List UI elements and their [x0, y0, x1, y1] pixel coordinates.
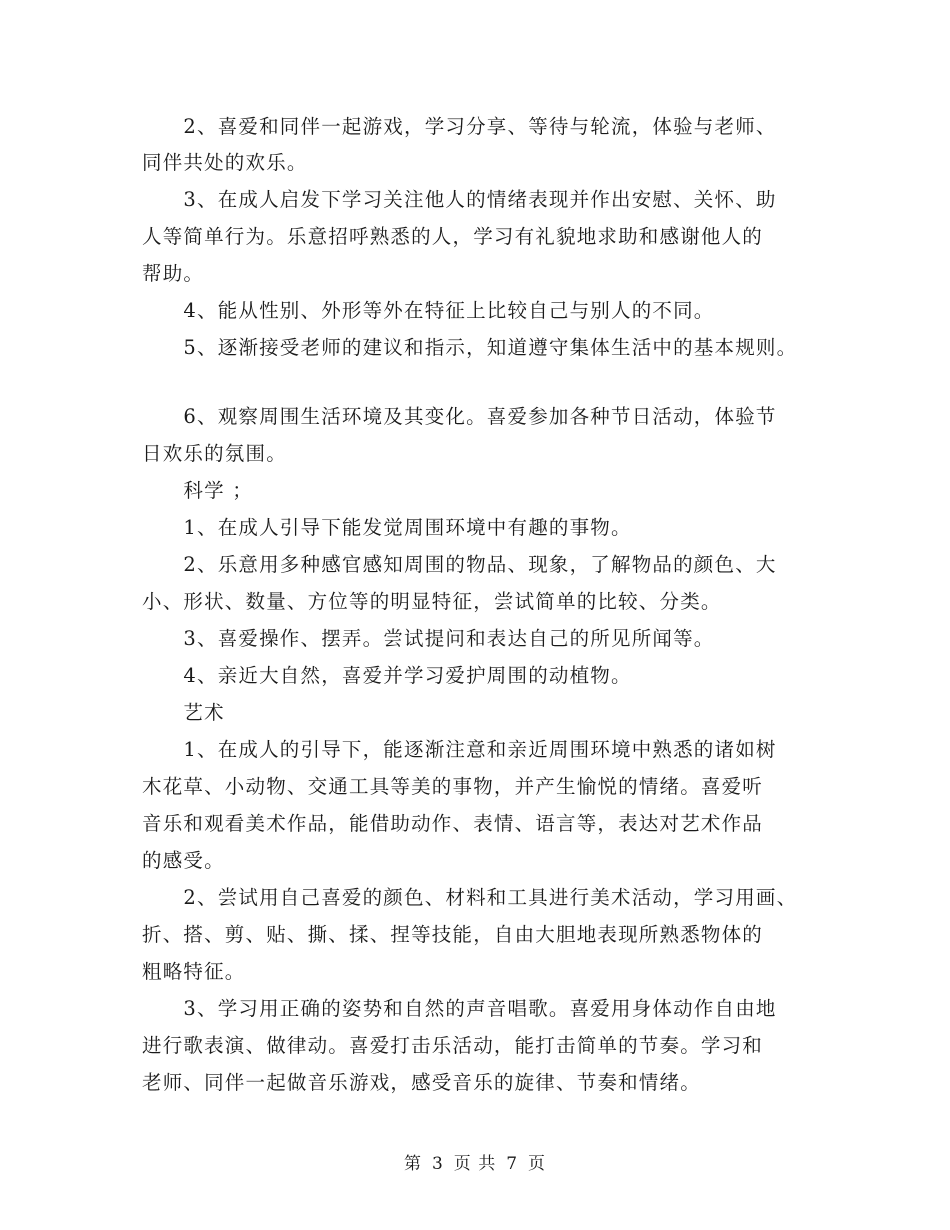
text-line: 4、亲近大自然，喜爱并学习爱护周围的动植物。	[142, 664, 632, 687]
text-line: 6、观察周围生活环境及其变化。喜爱参加各种节日活动，体验节	[142, 405, 777, 428]
footer-suffix: 页	[528, 1154, 547, 1174]
footer-middle: 页 共	[453, 1154, 497, 1174]
section-heading-science: 科学 ；	[142, 479, 253, 502]
text-line: 帮助。	[142, 262, 205, 285]
text-line: 同伴共处的欢乐。	[142, 151, 308, 174]
text-line: 3、学习用正确的姿势和自然的声音唱歌。喜爱用身体动作自由地	[142, 997, 777, 1020]
text-line: 音乐和观看美术作品，能借助动作、表情、语言等，表达对艺术作品	[142, 812, 764, 835]
text-line: 木花草、小动物、交通工具等美的事物，并产生愉悦的情绪。喜爱听	[142, 775, 764, 798]
footer-prefix: 第	[403, 1154, 422, 1174]
text-line: 2、尝试用自己喜爱的颜色、材料和工具进行美术活动，学习用画、	[142, 886, 798, 909]
text-line: 小、形状、数量、方位等的明显特征，尝试简单的比较、分类。	[142, 590, 722, 613]
text-line: 1、在成人引导下能发觉周围环境中有趣的事物。	[142, 516, 632, 539]
text-line: 3、在成人启发下学习关注他人的情绪表现并作出安慰、关怀、助	[142, 188, 777, 211]
text-line: 日欢乐的氛围。	[142, 442, 287, 465]
text-line: 折、搭、剪、贴、撕、揉、捏等技能，自由大胆地表现所熟悉物体的	[142, 923, 764, 946]
text-line: 3、喜爱操作、摆弄。尝试提问和表达自己的所见所闻等。	[142, 627, 715, 650]
text-line: 进行歌表演、做律动。喜爱打击乐活动，能打击简单的节奏。学习和	[142, 1034, 764, 1057]
text-line: 的感受。	[142, 849, 225, 872]
text-line: 粗略特征。	[142, 960, 246, 983]
text-line: 老师、同伴一起做音乐游戏，感受音乐的旋律、节奏和情绪。	[142, 1071, 701, 1094]
section-heading-art: 艺术	[142, 701, 225, 724]
text-line: 2、喜爱和同伴一起游戏，学习分享、等待与轮流，体验与老师、	[142, 115, 777, 138]
text-line: 人等简单行为。乐意招呼熟悉的人，学习有礼貌地求助和感谢他人的	[142, 225, 764, 248]
current-page-number: 3	[431, 1154, 444, 1174]
text-line: 2、乐意用多种感官感知周围的物品、现象，了解物品的颜色、大	[142, 553, 777, 576]
text-line: 5、逐渐接受老师的建议和指示，知道遵守集体生活中的基本规则。	[142, 336, 798, 359]
total-page-count: 7	[506, 1154, 519, 1174]
text-line: 4、能从性别、外形等外在特征上比较自己与别人的不同。	[142, 299, 715, 322]
text-line: 1、在成人的引导下，能逐渐注意和亲近周围环境中熟悉的诸如树	[142, 738, 777, 761]
page-footer	[0, 1152, 950, 1176]
